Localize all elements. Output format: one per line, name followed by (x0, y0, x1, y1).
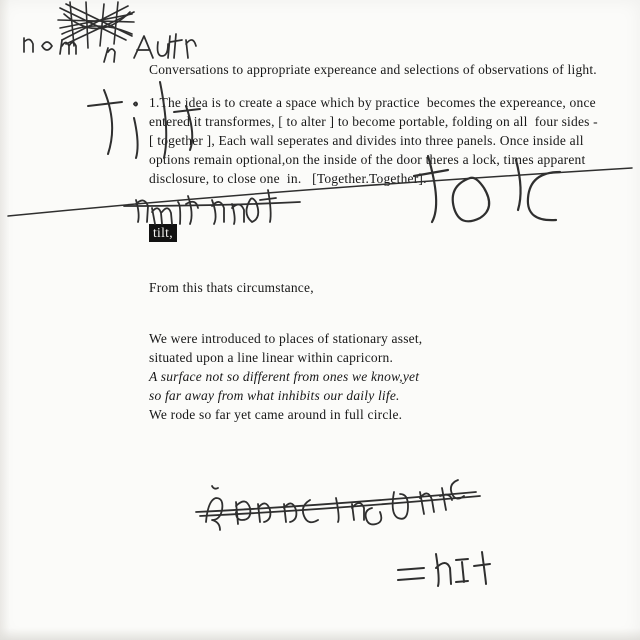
paragraph-line: [ together ], Each wall seperates and divides into three panels. Once inside all (149, 133, 584, 148)
top-left-letters-ink (24, 34, 196, 62)
verse-line: We were introduced to places of stationary asset, (149, 331, 423, 346)
transition-line: From this thats circumstance, (149, 280, 314, 295)
mid-strikethrough-ink (124, 190, 300, 224)
bottom-strikethrough-ink (196, 480, 480, 530)
paper-edge-left (0, 0, 10, 640)
document-paragraph (149, 93, 619, 188)
paragraph-line: entered it transformes, [ to alter ] to become portable, folding on all four sides - (149, 114, 598, 129)
verse-line: so far away from what inhibits our daily life. (149, 388, 400, 403)
paragraph-line: 1.The idea is to create a space which by practice becomes the expereance, once (149, 95, 596, 110)
paragraph-line: options remain optional,on the inside of the door theres a lock, times apparent (149, 152, 586, 167)
verse-block (149, 329, 569, 424)
bottom-right-hit-ink (398, 552, 490, 586)
paragraph-line: disclosure, to close one in. [Together.Together]. (149, 171, 427, 186)
verse-line: A surface not so different from ones we know,yet (149, 369, 420, 384)
highlighted-word-wrapper (149, 224, 177, 242)
verse-line: We rode so far yet came around in full circle. (149, 407, 403, 422)
highlighted-word: tilt, (149, 224, 177, 242)
document-headline: Conversations to appropriate expereance and selections of observations of light. (149, 62, 597, 77)
verse-line: situated upon a line linear within capricorn. (149, 350, 394, 365)
paper-edge-bottom (0, 628, 640, 640)
top-left-scribble-ink (58, 2, 134, 48)
